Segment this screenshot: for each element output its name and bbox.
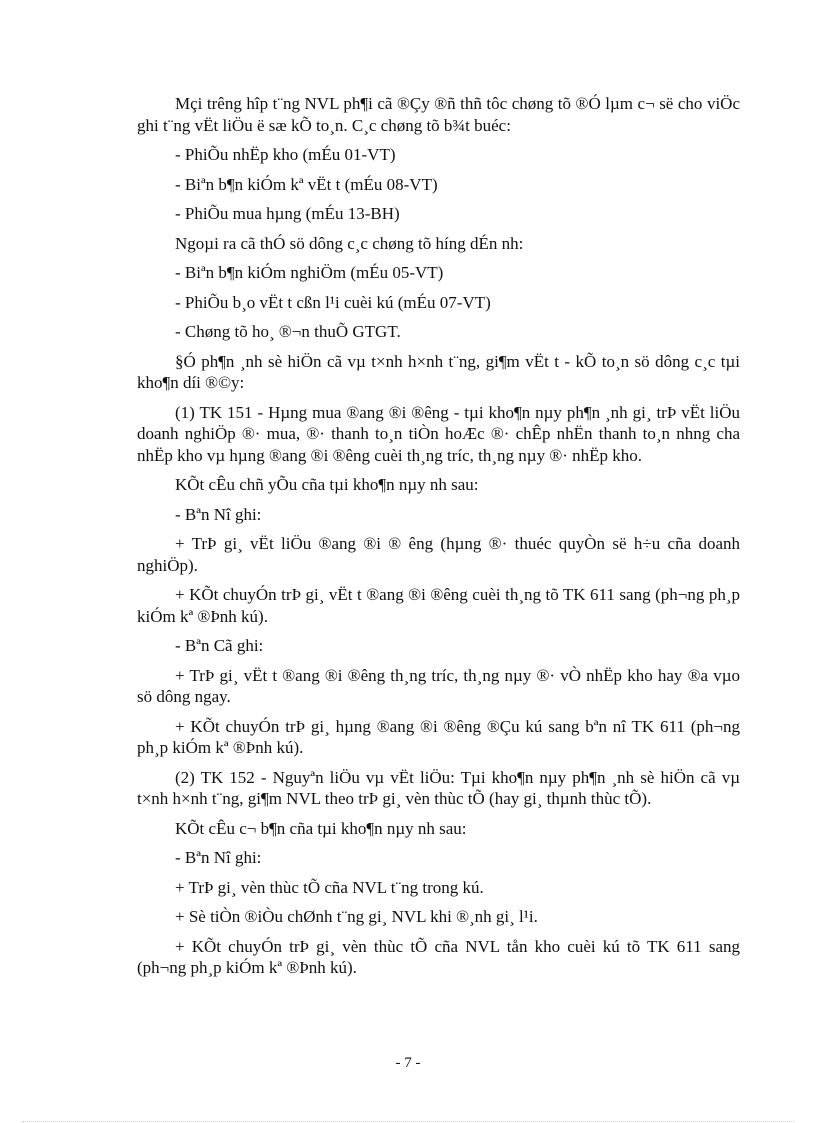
paragraph: + TrÞ gi¸ vËt liÖu ®ang ®i ® êng (hµng ®· thuéc quyÒn së h÷u cña doanh nghiÖp).: [137, 534, 740, 575]
paragraph: (1) TK 151 - Hµng mua ®ang ®i ®êng - tµi kho¶n nµy ph¶n ¸nh gi¸ trÞ vËt liÖu doanh nghiÖp ®· mua, ®· thanh to¸n tiÒn hoÆc ®· chÊp nhËn thanh to¸n nhng cha nhËp kho vµ hµng ®ang ®i ®êng cuèi th¸ng tríc, th¸ng nµy ®· nhËp kho.: [137, 402, 740, 465]
page-bottom-rule: [22, 1121, 794, 1122]
paragraph: §Ó ph¶n ¸nh sè hiÖn cã vµ t×nh h×nh t¨ng, gi¶m vËt t - kÕ to¸n sö dông c¸c tµi kho¶n díi ®©y:: [137, 351, 740, 392]
list-line: - PhiÕu nhËp kho (mÉu 01-VT): [175, 145, 396, 164]
list-line: - Biªn b¶n kiÓm nghiÖm (mÉu 05-VT): [175, 263, 444, 282]
list-line: + TrÞ gi¸ vèn thùc tÕ cña NVL t¨ng trong kú.: [175, 877, 484, 897]
document-body: [137, 93, 740, 987]
list-line: - PhiÕu b¸o vËt t cßn l¹i cuèi kú (mÉu 07-VT): [175, 292, 491, 312]
paragraph: + KÕt chuyÓn trÞ gi¸ hµng ®ang ®i ®êng ®Çu kú sang bªn nî TK 611 (ph¬ng ph¸p kiÓm kª ®Þnh kú).: [137, 716, 740, 757]
paragraph: Mçi trêng hîp t¨ng NVL ph¶i cã ®Çy ®ñ thñ tôc chøng tõ ®Ó lµm c¬ së cho viÖc ghi t¨ng vËt liÖu ë sæ kÕ to¸n. C¸c chøng tõ b¾t buéc:: [137, 94, 740, 135]
list-line: - PhiÕu mua hµng (mÉu 13-BH): [175, 204, 400, 223]
list-line: + Sè tiÒn ®iÒu chØnh t¨ng gi¸ NVL khi ®¸nh gi¸ l¹i.: [175, 907, 538, 926]
list-line: - Bªn Nî ghi:: [175, 848, 262, 867]
page-number: - 7 -: [395, 1055, 421, 1071]
paragraph: + KÕt chuyÓn trÞ gi¸ vËt t ®ang ®i ®êng cuèi th¸ng tõ TK 611 sang (ph¬ng ph¸p kiÓm kª ®Þnh kú).: [137, 585, 740, 626]
list-line: KÕt cÊu c¬ b¶n cña tµi kho¶n nµy nh sau:: [175, 818, 467, 838]
list-line: - Biªn b¶n kiÓm kª vËt t (mÉu 08-VT): [175, 174, 438, 194]
list-line: - Chøng tõ ho¸ ®¬n thuÕ GTGT.: [175, 322, 401, 341]
list-line: - Bªn Nî ghi:: [175, 504, 262, 524]
paragraph: + KÕt chuyÓn trÞ gi¸ vèn thùc tÕ cña NVL tån kho cuèi kú tõ TK 611 sang (ph¬ng ph¸p kiÓm kª ®Þnh kú).: [137, 936, 740, 977]
paragraph: + TrÞ gi¸ vËt t ®ang ®i ®êng th¸ng tríc, th¸ng nµy ®· vÒ nhËp kho hay ®a vµo sö dông ngay.: [137, 665, 740, 706]
list-line: - Bªn Cã ghi:: [175, 636, 264, 655]
list-line: KÕt cÊu chñ yÕu cña tµi kho¶n nµy nh sau:: [175, 475, 479, 494]
paragraph: (2) TK 152 - Nguyªn liÖu vµ vËt liÖu: Tµi kho¶n nµy ph¶n ¸nh sè hiÖn cã vµ t×nh h×nh t¨ng, gi¶m NVL theo trÞ gi¸ vèn thùc tÕ (hay gi¸ thµnh thùc tÕ).: [137, 767, 740, 808]
list-line: Ngoµi ra cã thÓ sö dông c¸c chøng tõ híng dÉn nh:: [175, 233, 524, 253]
